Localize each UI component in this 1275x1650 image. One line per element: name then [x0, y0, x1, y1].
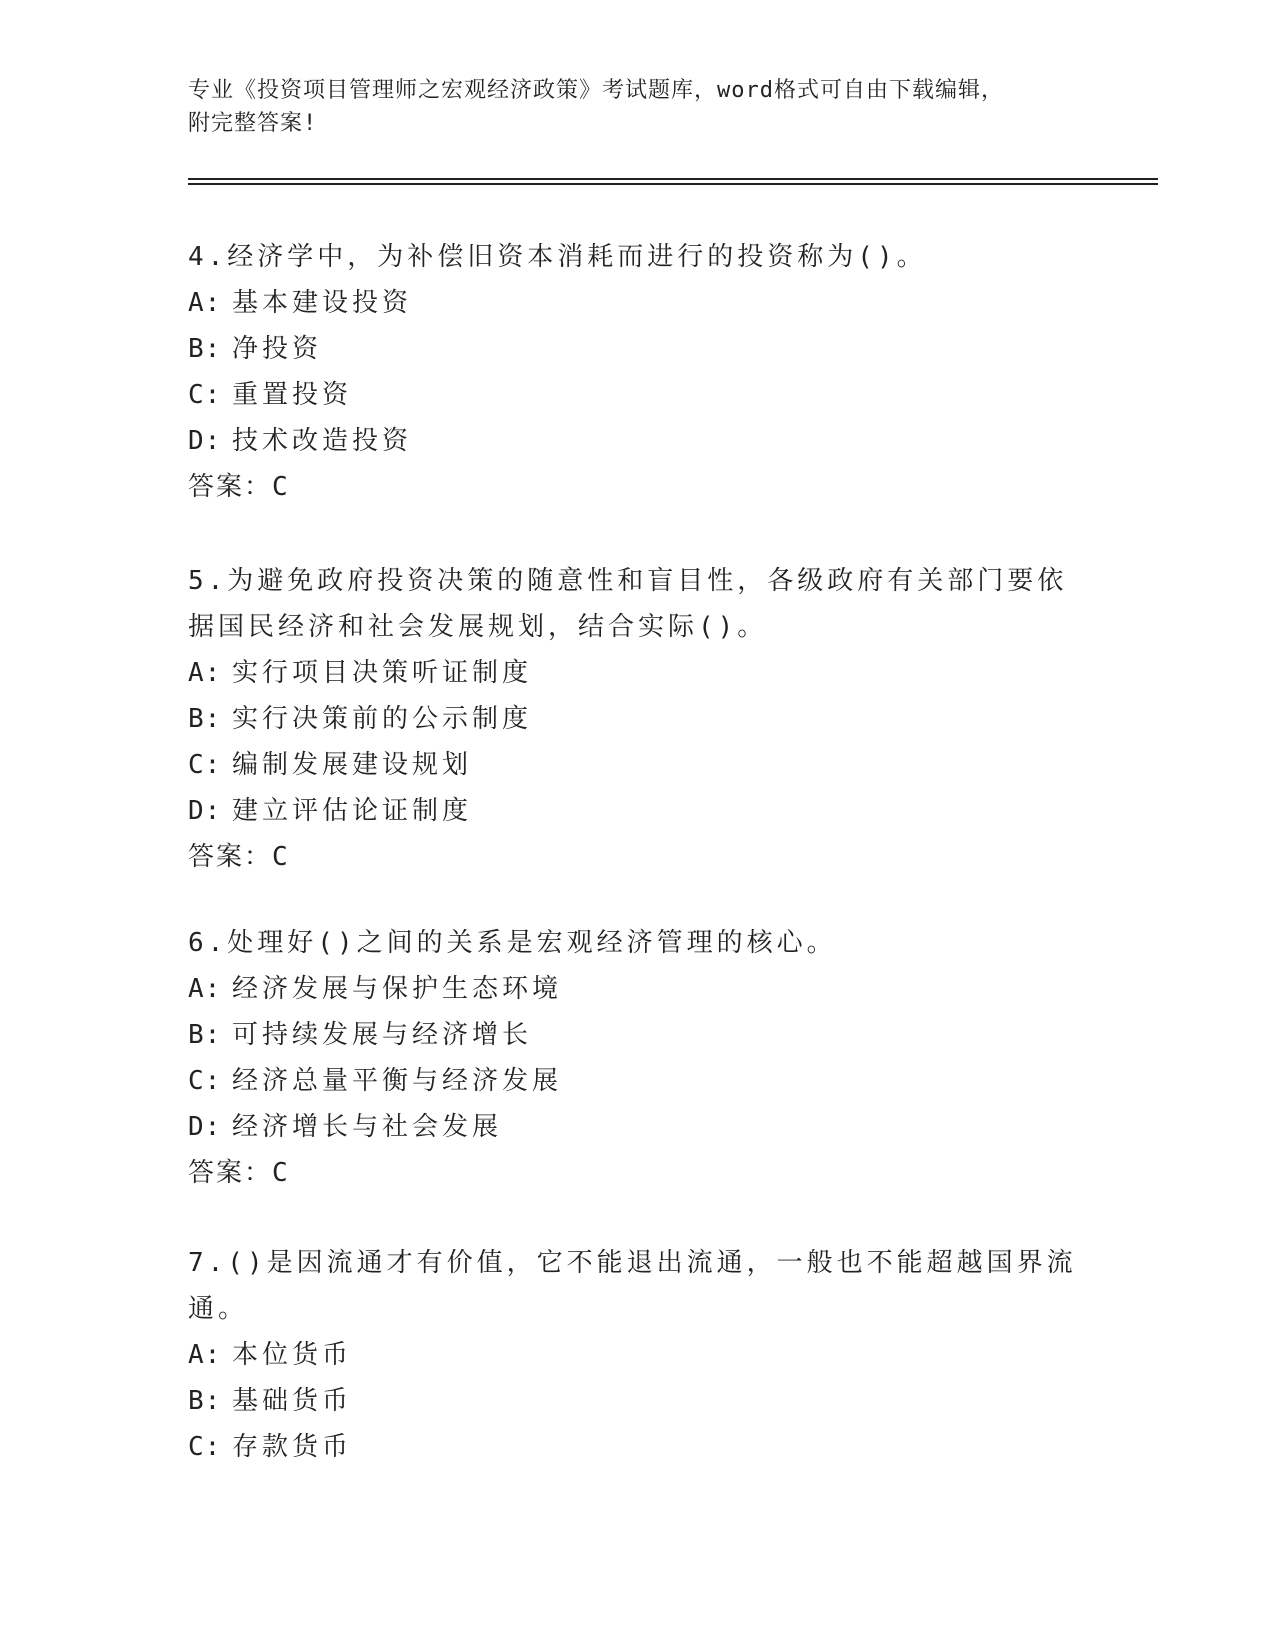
option-text: 本位货币 [232, 1340, 353, 1370]
question-stem: 7.()是因流通才有价值，它不能退出流通，一般也不能超越国界流通。 [188, 1248, 1077, 1324]
option-text: 经济发展与保护生态环境 [232, 974, 563, 1004]
option-text: 基础货币 [232, 1386, 353, 1416]
answer-line: 答案：C [188, 472, 290, 502]
option-d [188, 788, 1088, 834]
option-b [188, 1378, 1088, 1424]
option-d [188, 418, 1088, 464]
option-b [188, 1012, 1088, 1058]
option-a [188, 280, 1088, 326]
option-text: 基本建设投资 [232, 288, 413, 318]
header-line-1: 专业《投资项目管理师之宏观经济政策》考试题库，word格式可自由下载编辑， [188, 78, 1004, 103]
question-6 [188, 920, 1088, 1196]
option-text: 经济增长与社会发展 [232, 1112, 503, 1142]
option-letter: D: [188, 1112, 222, 1142]
option-text: 编制发展建设规划 [232, 750, 473, 780]
question-7 [188, 1240, 1088, 1470]
question-5 [188, 558, 1088, 880]
header-line-2: 附完整答案! [188, 111, 318, 136]
option-letter: C: [188, 1432, 222, 1462]
option-text: 可持续发展与经济增长 [232, 1020, 533, 1050]
question-stem: 6.处理好()之间的关系是宏观经济管理的核心。 [188, 928, 837, 958]
option-c [188, 1058, 1088, 1104]
option-text: 经济总量平衡与经济发展 [232, 1066, 563, 1096]
option-letter: A: [188, 658, 222, 688]
option-letter: B: [188, 1386, 222, 1416]
option-letter: B: [188, 334, 222, 364]
option-letter: B: [188, 704, 222, 734]
option-text: 实行项目决策听证制度 [232, 658, 533, 688]
option-letter: B: [188, 1020, 222, 1050]
option-text: 重置投资 [232, 380, 353, 410]
question-4 [188, 234, 1088, 510]
option-a [188, 966, 1088, 1012]
option-letter: C: [188, 750, 222, 780]
option-text: 净投资 [232, 334, 323, 364]
option-a [188, 1332, 1088, 1378]
option-text: 技术改造投资 [232, 426, 413, 456]
answer-line: 答案：C [188, 842, 290, 872]
question-stem: 4.经济学中，为补偿旧资本消耗而进行的投资称为()。 [188, 242, 927, 272]
option-text: 建立评估论证制度 [232, 796, 473, 826]
document-header [188, 74, 1088, 140]
option-a [188, 650, 1088, 696]
option-letter: D: [188, 796, 222, 826]
option-letter: C: [188, 1066, 222, 1096]
option-b [188, 696, 1088, 742]
option-letter: C: [188, 380, 222, 410]
option-letter: A: [188, 288, 222, 318]
answer-line: 答案：C [188, 1158, 290, 1188]
header-divider-top [188, 178, 1158, 180]
option-letter: D: [188, 426, 222, 456]
option-b [188, 326, 1088, 372]
option-letter: A: [188, 974, 222, 1004]
option-text: 存款货币 [232, 1432, 353, 1462]
option-c [188, 1424, 1088, 1470]
option-c [188, 372, 1088, 418]
option-text: 实行决策前的公示制度 [232, 704, 533, 734]
option-c [188, 742, 1088, 788]
header-divider-bottom [188, 183, 1158, 185]
question-stem: 5.为避免政府投资决策的随意性和盲目性，各级政府有关部门要依据国民经济和社会发展规划，结合实际()。 [188, 566, 1068, 642]
option-d [188, 1104, 1088, 1150]
option-letter: A: [188, 1340, 222, 1370]
